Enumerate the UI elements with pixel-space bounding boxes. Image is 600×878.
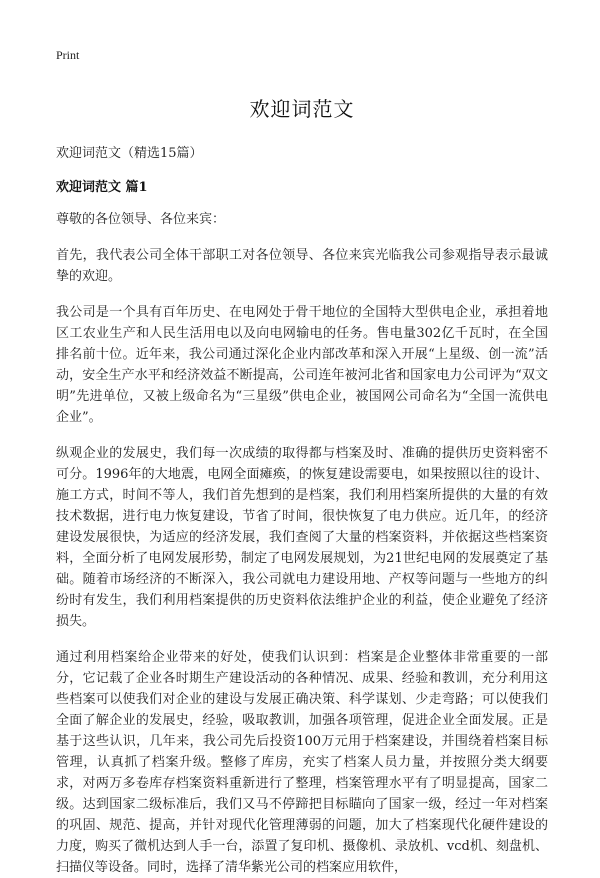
paragraph-salutation: 尊敬的各位领导、各位来宾：	[56, 212, 226, 227]
document-subtitle: 欢迎词范文（精选15篇）	[56, 146, 203, 161]
paragraph-history: 纵观企业的发展史，我们每一次成绩的取得都与档案及时、准确的提供历史资料密不可分。1996年的大地震，电网全面瘫痪，的恢复建设需要电，如果按照以往的设计、施工方式，时间不等人，我们首先想到的是档案，我们利用档案所提供的大量的有效技术数据，进行电力恢复建设，节省了时间，很快恢复了电力供应。近几年，的经济建设发展很快，为适应的经济发展，我们查阅了大量的档案资料，并依据这些档案资料，全面分析了电网发展形势，制定了电网发展规划，为21世纪电网的发展奠定了基础。随着市场经济的不断深入，我公司就电力建设用地、产权等问题与一些地方的纠纷时有发生，我们利用档案提供的历史资料依法维护企业的利益，使企业避免了经济损失。	[56, 446, 548, 629]
paragraph-archives: 通过利用档案给企业带来的好处，使我们认识到：档案是企业整体非常重要的一部分，它记载了企业各时期生产建设活动的各种情况、成果、经验和教训，充分利用这些档案可以使我们对企业的建设与发展正确决策、科学谋划、少走弯路；可以使我们全面了解企业的发展史，经验，吸取教训，加强各项管理，促进企业全面发展。正是基于这些认识，几年来，我公司先后投资100万元用于档案建设，并围绕着档案目标管理，认真抓了档案升级。整修了库房，充实了档案人员力量，并按照分类大纲要求，对两万多卷库存档案资料重新进行了整理，档案管理水平有了明显提高，国家二级。达到国家二级标准后，我们又马不停蹄把目标瞄向了国家一级，经过一年对档案的巩固、规范、提高，并针对现代化管理薄弱的问题，加大了档案现代化硬件建设的力度，购买了微机达到人手一台，添置了复印机、摄像机、录放机、vcd机、刻盘机、扫描仪等设备。同时，选择了清华紫光公司的档案应用软件，	[56, 650, 548, 875]
document-title: 欢迎词范文	[249, 97, 355, 121]
paragraph-company-intro: 我公司是一个具有百年历史、在电网处于骨干地位的全国特大型供电企业，承担着地区工农业生产和人民生活用电以及向电网输电的任务。售电量302亿千瓦时，在全国排名前十位。近年来，我公司通过深化企业内部改革和深入开展“上星级、创一流”活动，安全生产水平和经济效益不断提高，公司连年被河北省和国家电力公司评为“双文明”先进单位，又被上级命名为“三星级”供电企业，被国网公司命名为“全国一流供电企业”。	[56, 305, 548, 425]
print-link[interactable]: Print	[56, 48, 80, 62]
section-heading: 欢迎词范文 篇1	[56, 180, 148, 195]
paragraph-welcome: 首先，我代表公司全体干部职工对各位领导、各位来宾光临我公司参观指导表示最诚挚的欢迎。	[56, 248, 548, 284]
